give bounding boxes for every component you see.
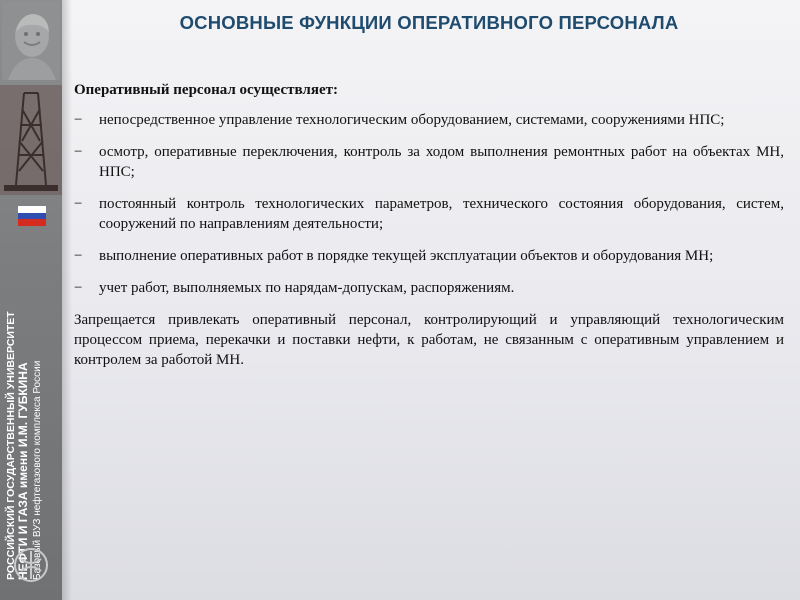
list-item-text: выполнение оперативных работ в порядке текущей эксплуатации объектов и оборудования МН; [99, 248, 714, 264]
university-name-vertical [5, 240, 62, 580]
bullet-dash: − [74, 196, 83, 212]
russian-flag-icon [18, 206, 46, 226]
university-line-1: РОССИЙСКИЙ ГОСУДАРСТВЕННЫЙ УНИВЕРСИТЕТ [5, 311, 17, 580]
bullet-dash: − [74, 144, 83, 160]
lead-text: Оперативный персонал осуществляет: [74, 82, 338, 98]
list-item-text: постоянный контроль технологических параметров, технического состояния оборудования, систем, сооружений по направлениям деятельности; [99, 196, 784, 232]
sidebar-shadow [62, 0, 72, 600]
list-item-text: учет работ, выполняемых по нарядам-допускам, распоряжениям. [99, 280, 515, 296]
prohibition-paragraph: Запрещается привлекать оперативный персонал, контролирующий и управляющий технологическим процессом приема, перекачки и поставки нефти, к работам, не связанным с оперативным управлением и контролем за работой МН. [74, 312, 784, 368]
university-line-2: НЕФТИ И ГАЗА имени И.М. ГУБКИНА [16, 362, 30, 580]
list-item [74, 246, 784, 266]
bullet-dash: − [74, 280, 83, 296]
duties-list [74, 110, 784, 298]
list-item-text: непосредственное управление технологическим оборудованием, системами, сооружениями НПС; [99, 112, 725, 128]
university-logo-icon [12, 545, 50, 585]
portrait-relief-image [2, 2, 60, 80]
bullet-dash: − [74, 248, 83, 264]
list-item [74, 110, 784, 130]
bullet-dash: − [74, 112, 83, 128]
list-item [74, 278, 784, 298]
list-item [74, 142, 784, 182]
oil-rig-image [0, 85, 62, 195]
slide-body [74, 80, 784, 370]
list-item-text: осмотр, оперативные переключения, контроль за ходом выполнения ремонтных работ на объектах МН, НПС; [99, 144, 784, 180]
slide-title: ОСНОВНЫЕ ФУНКЦИИ ОПЕРАТИВНОГО ПЕРСОНАЛА [179, 12, 679, 33]
university-line-3: Базовый ВУЗ нефтегазового комплекса России [32, 360, 43, 580]
sidebar-band [0, 0, 62, 600]
list-item [74, 194, 784, 234]
